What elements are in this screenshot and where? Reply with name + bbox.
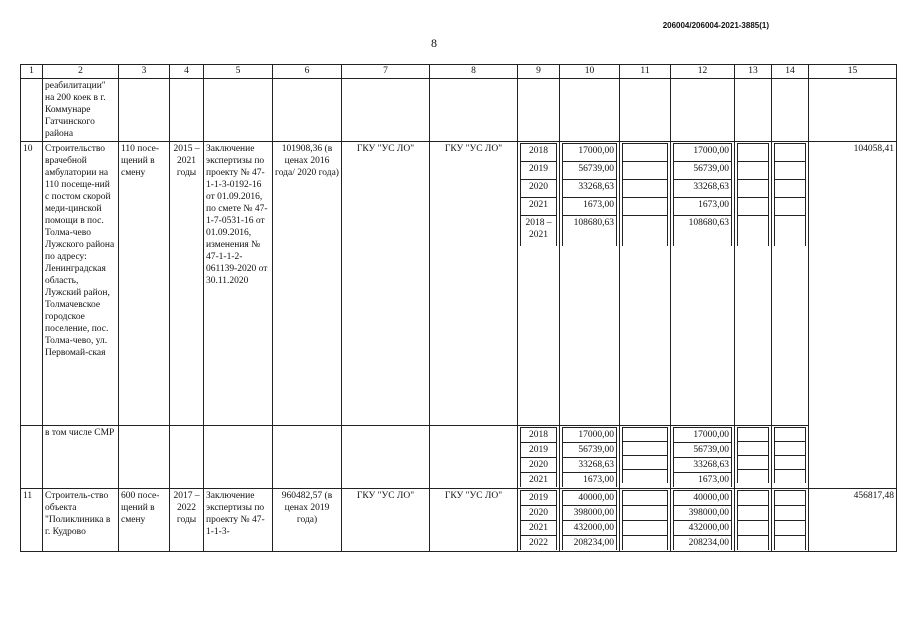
- customer: ГКУ "УС ЛО": [342, 142, 430, 426]
- amount: 56739,00: [563, 162, 617, 180]
- amount: 56739,00: [674, 443, 732, 458]
- col-header: 11: [620, 65, 671, 79]
- amount: 1673,00: [563, 473, 617, 488]
- table-row-smr: [21, 426, 897, 489]
- col10-cell: [560, 142, 620, 426]
- total-amount: 104058,41: [809, 142, 897, 489]
- amount: 33268,63: [563, 180, 617, 198]
- developer: ГКУ "УС ЛО": [430, 489, 518, 552]
- col12-cell: [671, 489, 735, 552]
- amount: 1673,00: [674, 473, 732, 488]
- amount: 1673,00: [563, 198, 617, 216]
- capacity: 110 посе-щений в смену: [119, 142, 170, 426]
- amount: 56739,00: [674, 162, 732, 180]
- object-name: Строитель-ство объекта "Поликлиника в г. Кудрово: [43, 489, 119, 552]
- expertise-doc: Заключение экспертизы по проекту № 47-1-1-3-0192-16 от 01.09.2016, по смете № 47-1-7-0531-16 от 01.09.2016, изменения № 47-1-1-2-061139-2020 от 30.11.2020: [204, 142, 273, 426]
- amount: 432000,00: [674, 521, 732, 536]
- col-header: 4: [170, 65, 204, 79]
- period: 2015 – 2021 годы: [170, 142, 204, 426]
- row-number: 11: [21, 489, 43, 552]
- developer: ГКУ "УС ЛО": [430, 142, 518, 426]
- years-cell: [518, 142, 560, 426]
- year: 2022: [521, 536, 557, 551]
- estimated-cost: 960482,57 (в ценах 2019 года): [273, 489, 342, 552]
- col-header: 13: [735, 65, 772, 79]
- header-row: [21, 65, 897, 79]
- amount: 17000,00: [563, 428, 617, 443]
- amount: 17000,00: [674, 144, 732, 162]
- amount: 1673,00: [674, 198, 732, 216]
- amount: 208234,00: [674, 536, 732, 551]
- period: 2017 – 2022 годы: [170, 489, 204, 552]
- object-name: в том числе СМР: [43, 426, 119, 489]
- table-row: [21, 142, 897, 426]
- year: 2021: [521, 521, 557, 536]
- row-number: 10: [21, 142, 43, 426]
- col10-cell: [560, 426, 620, 489]
- col-header: 9: [518, 65, 560, 79]
- year: 2020: [521, 180, 557, 198]
- col-header: 6: [273, 65, 342, 79]
- col-header: 10: [560, 65, 620, 79]
- col-header: 15: [809, 65, 897, 79]
- amount: 40000,00: [674, 491, 732, 506]
- col-header: 8: [430, 65, 518, 79]
- total-amount: 456817,48: [809, 489, 897, 552]
- amount: 56739,00: [563, 443, 617, 458]
- amount: 33268,63: [674, 458, 732, 473]
- col12-cell: [671, 142, 735, 426]
- col-header: 7: [342, 65, 430, 79]
- capacity: 600 посе-щений в смену: [119, 489, 170, 552]
- year: 2018: [521, 428, 557, 443]
- years-cell: [518, 489, 560, 552]
- estimated-cost: 101908,36 (в ценах 2016 года/ 2020 года): [273, 142, 342, 426]
- customer: ГКУ "УС ЛО": [342, 489, 430, 552]
- years-cell: [518, 426, 560, 489]
- amount: 108680,63: [674, 216, 732, 247]
- amount: 33268,63: [674, 180, 732, 198]
- budget-table: [20, 64, 897, 552]
- amount: 40000,00: [563, 491, 617, 506]
- document-id: 206004/206004-2021-3885(1): [662, 21, 769, 30]
- col12-cell: [671, 426, 735, 489]
- year: 2021: [521, 198, 557, 216]
- year: 2019: [521, 162, 557, 180]
- amount: 398000,00: [674, 506, 732, 521]
- object-name: Строительство врачебной амбулатории на 110 посеще-ний с постом скорой меди-цинской помощи в пос. Толма-чево Лужского района по адресу: Ленинградская область, Лужский район, Толмачевское городское поселение, пос. Толма-чево, ул. Первомай-ская: [43, 142, 119, 426]
- col-header: 3: [119, 65, 170, 79]
- amount: 108680,63: [563, 216, 617, 247]
- col-header: 14: [772, 65, 809, 79]
- year: 2018 – 2021: [521, 216, 557, 247]
- amount: 208234,00: [563, 536, 617, 551]
- year: 2020: [521, 458, 557, 473]
- col-header: 1: [21, 65, 43, 79]
- col10-cell: [560, 489, 620, 552]
- amount: 17000,00: [563, 144, 617, 162]
- amount: 432000,00: [563, 521, 617, 536]
- expertise-doc: Заключение экспертизы по проекту № 47-1-1-3-: [204, 489, 273, 552]
- object-name: реабилитации" на 200 коек в г. Коммунаре Гатчинского района: [43, 79, 119, 142]
- year: 2019: [521, 491, 557, 506]
- table-row-continuation: [21, 79, 897, 142]
- page-number: 8: [431, 36, 437, 50]
- col-header: 5: [204, 65, 273, 79]
- col-header: 2: [43, 65, 119, 79]
- year: 2021: [521, 473, 557, 488]
- amount: 398000,00: [563, 506, 617, 521]
- amount: 33268,63: [563, 458, 617, 473]
- col-header: 12: [671, 65, 735, 79]
- year: 2019: [521, 443, 557, 458]
- table-row: [21, 489, 897, 552]
- amount: 17000,00: [674, 428, 732, 443]
- year: 2018: [521, 144, 557, 162]
- year: 2020: [521, 506, 557, 521]
